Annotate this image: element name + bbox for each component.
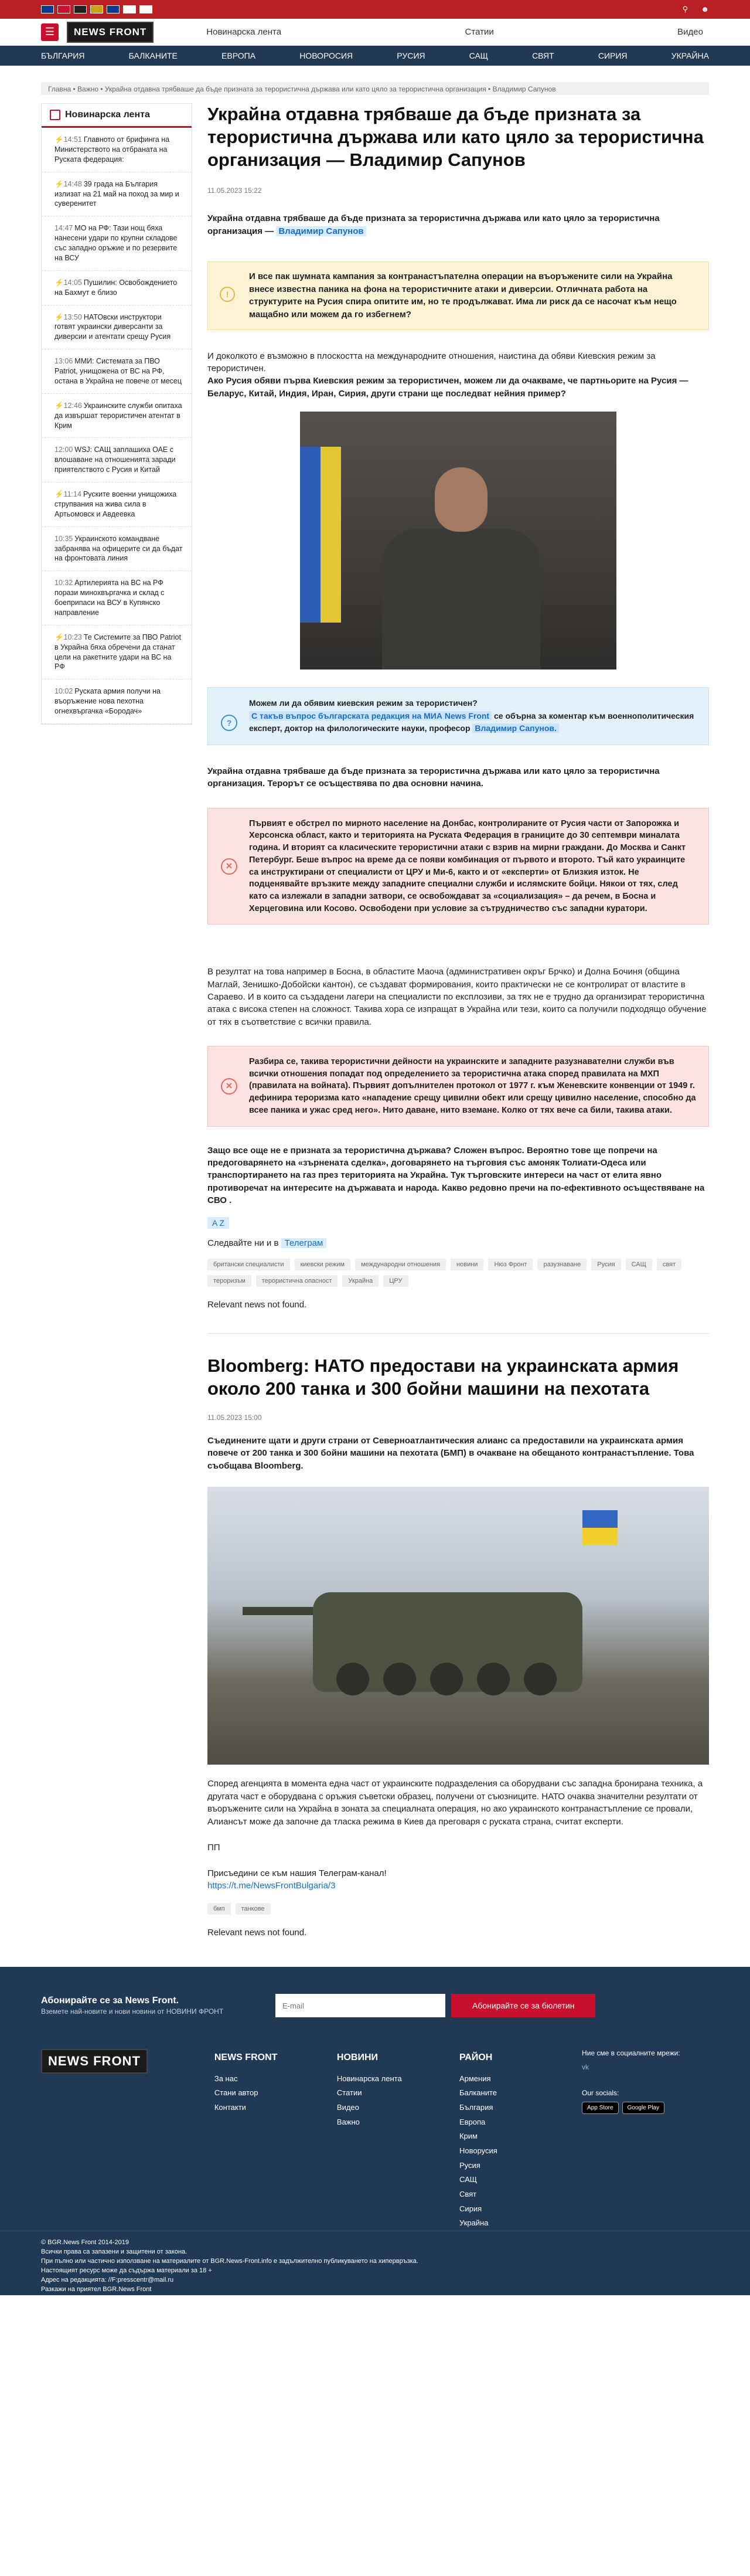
language-flag-icon[interactable] <box>90 5 103 13</box>
sidebar-title: Новинарска лента <box>65 110 150 120</box>
category-item[interactable]: НОВОРОСИЯ <box>299 51 353 60</box>
paragraph: Защо все още не е призната за терористична държава? Сложен въпрос. Вероятно тове ще попречи на предоговарянето на «зърнената сделка», договарянето на търговия със амоняк Толиати-Одеса или транспортирането на газ през територията на Украйна. Тук търговските интереси на част от елита явно противоречат на интересите на държавата и народа. Какво редовно пречи на по-ефективното осъществяване на СВО . <box>207 1145 705 1205</box>
tag[interactable]: британски специалисти <box>207 1259 290 1270</box>
article2-title[interactable]: Bloomberg: НАТО предостави на украинската армия около 200 танка и 300 бойни машини на пехотата <box>207 1355 679 1399</box>
paragraph: Присъедини се към нашия Телеграм-канал! https://t.me/NewsFrontBulgaria/3 <box>207 1868 387 1891</box>
top-bar <box>0 0 750 19</box>
copyright <box>0 2231 750 2295</box>
article-photo <box>300 412 616 670</box>
main-content <box>207 103 709 1938</box>
footer-link[interactable]: Стани автор <box>214 2088 258 2098</box>
tag[interactable]: разузнаване <box>537 1259 587 1270</box>
news-feed-item[interactable]: ⚡13:50 НАТОвски инструктори готвят украински диверсанти за диверсии и атентати срещу Русия <box>42 305 192 350</box>
font-size-toggle[interactable]: A Z <box>207 1217 229 1229</box>
telegram-link[interactable]: Телеграм <box>281 1238 327 1248</box>
footer-link[interactable]: Армения <box>459 2074 491 2083</box>
tag-list <box>207 1259 709 1287</box>
footer-link[interactable]: Видео <box>336 2102 359 2112</box>
telegram-channel-link[interactable]: https://t.me/NewsFrontBulgaria/3 <box>207 1881 336 1891</box>
subscribe-button[interactable]: Абонирайте се за бюлетин <box>451 1994 595 2017</box>
language-flag-icon[interactable] <box>57 5 70 13</box>
news-feed-icon <box>50 110 60 120</box>
language-flag-icon[interactable] <box>74 5 87 13</box>
article2-date: 11.05.2023 15:00 <box>207 1413 262 1422</box>
lightning-icon: ⚡ <box>54 278 64 287</box>
category-item[interactable]: СВЯТ <box>532 51 554 60</box>
news-feed-item[interactable]: ⚡12:46 Украинските служби опитаха да извършат терористичен атентат в Крим <box>42 394 192 439</box>
tag[interactable]: Русия <box>591 1259 621 1270</box>
paragraph: В резултат на това например в Босна, в областите Маоча (административен окръг Брчко) и Долна Бочиня (община Маглай, Зенишко-Добойски кантон), се създават формирования, които практически не се контролират от властите в Сараево. И в които са създадени лагери на специалисти по експлозиви, за тях не е трудно да организират терористична атака с висока степен на сложност. Такива хора се изпращат в Украйна или тези, които са получили подходящо обучение от тях в съответствие с всички правила. <box>207 967 707 1027</box>
tag[interactable]: Украйна <box>342 1275 379 1287</box>
category-item[interactable]: БЪЛГАРИЯ <box>41 51 85 60</box>
copyright-line: © BGR.News Front 2014-2019 <box>41 2239 129 2247</box>
news-feed-item[interactable]: ⚡11:14 Руските военни унищожиха струпвания на жива сила в Артьомовск и Авдеевка <box>42 482 192 527</box>
site-header <box>0 19 750 46</box>
category-item[interactable]: БАЛКАНИТЕ <box>128 51 178 60</box>
news-feed-sidebar <box>41 103 192 725</box>
lightning-icon: ⚡ <box>54 312 64 321</box>
footer-link[interactable]: Крим <box>459 2132 478 2141</box>
category-item[interactable]: УКРАЙНА <box>671 51 709 60</box>
tag[interactable]: танкове <box>236 1903 271 1915</box>
news-feed-item[interactable]: 13:06 ММИ: Системата за ПВО Patriot, унищожена от ВС на РФ, остана в Украйна не повече от месец <box>42 349 192 394</box>
follow-line: Следвайте ни и в Телеграм <box>207 1238 709 1248</box>
footer-link[interactable]: Свят <box>459 2190 477 2198</box>
language-flag-icon[interactable] <box>107 5 120 13</box>
footer-link[interactable]: Новинарска лента <box>336 2074 402 2083</box>
subscribe-title: Абонирайте се за News Front. <box>41 1996 179 2006</box>
lightning-icon: ⚡ <box>54 179 64 188</box>
related-news: Relevant news not found. <box>207 1928 307 1938</box>
vk-icon[interactable]: vk <box>582 2063 589 2072</box>
tag[interactable]: Нюз Фронт <box>488 1259 533 1270</box>
highlight-box: ! И все пак шумната кампания за контранастъпателна операции на въоръжените сили на Украйна внесе известна паника на фона на терористичните атаки и диверсии. Отличната работа на структурите на Русия спира опитите им, но те продължават. Има ли риск да се насочат към нещо мащабно или можем да го избегнем? <box>207 261 709 330</box>
article-title: Украйна отдавна трябваше да бъде призната за терористична държава или като цяло за терористична организация — Владимир Сапунов <box>207 104 704 170</box>
language-flags <box>41 5 152 13</box>
question-box: ? Можем ли да обявим киевския режим за терористичен? С такъв въпрос българската редакция на МИА News Front се обърна за коментар към военнополитическия експерт, доктор на филологическите науки, професор Владимир Сапунов. <box>207 687 709 745</box>
tag[interactable]: ЦРУ <box>383 1275 408 1287</box>
search-icon[interactable]: ⚲ <box>682 5 688 13</box>
footer-link[interactable]: Украйна <box>459 2218 489 2228</box>
category-item[interactable]: ЕВРОПА <box>221 51 256 60</box>
category-item[interactable]: СИРИЯ <box>598 51 628 60</box>
language-flag-icon[interactable] <box>41 5 54 13</box>
news-feed-item[interactable]: 10:32 Артилерията на ВС на РФ порази минохвъргачка и склад с боеприпаси на ВСУ в Купянско направление <box>42 571 192 626</box>
tag[interactable]: новини <box>451 1259 483 1270</box>
footer-link[interactable]: Балканите <box>459 2088 497 2098</box>
lightning-icon: ⚡ <box>54 401 64 410</box>
lightning-icon: ⚡ <box>54 490 64 498</box>
tag[interactable]: терористична опасност <box>256 1275 338 1287</box>
tag[interactable]: тероризъм <box>207 1275 251 1287</box>
footer-link[interactable]: България <box>459 2102 493 2112</box>
category-item[interactable]: РУСИЯ <box>397 51 425 60</box>
copyright-line: Разкажи на приятел BGR.News Front <box>41 2285 152 2293</box>
footer: NEWS FRONT NEWS FRONT За нас Стани автор Контакти НОВИНИ Новинарска лента Статии Видео Важно РАЙОН Армения Балканите България Европа Крим Новорусия Русия САЩ Свят Сирия Украйна Ние сме в социалните мрежи: vk Our socials: App Store Google Play <box>0 2031 750 2231</box>
quote-box: ✕ Първият е обстрел по мирното население на Донбас, контролираните от Русия части от Запорожка и Херсонска област, както и територията на Руската Федерация в границите до 30 септември миналата година. И вторият са класическите терористични атаки с взрив на мирни граждани. До Москва и Санкт Петербург. Беше въпрос на време да се появи комбинация от първото и второто. Тъй като украинците са инструктирани от специалисти от ЦРУ и Ми-6, както и от «експерти» от Близкия изток. Не подценявайте връзките между западните специални служби и ислямските бойци. Някои от тях, след като са излежали в западни затвори, се освобождават за «социализация» – да речем, в Босна и Херцеговина или Косово. Освободени при условие за сътрудничество със западни куратори. <box>207 808 709 925</box>
paragraph: Според агенцията в момента една част от украинските подразделения са оборудвани със западна бронирана техника, а другата част е оборудвана с оръжия съветски образец, получени от съюзниците. НАТО очаква значителни резултати от въоръжените сили на Украйна в зоната за специалната операция, но ако украинското контранастъпление се провали, Алиансът може да започне да тласка режима в Киев да преговаря с руската страна, считат експерти. <box>207 1778 703 1827</box>
article-date: 11.05.2023 15:22 <box>207 186 262 195</box>
author-link[interactable]: Владимир Сапунов <box>276 226 366 236</box>
logo[interactable]: NEWS FRONT <box>67 22 154 43</box>
menu-icon[interactable]: ☰ <box>41 23 59 41</box>
breadcrumb[interactable]: Главна • Важно • Украйна отдавна трябваше да бъде призната за терористична държава или като цяло за терористична организация • Владимир Сапунов <box>41 82 709 95</box>
tag[interactable]: свят <box>657 1259 681 1270</box>
footer-link[interactable]: За нас <box>214 2074 238 2083</box>
category-nav <box>0 46 750 66</box>
question-icon: ? <box>221 715 237 731</box>
nav-articles[interactable]: Статии <box>465 27 494 37</box>
footer-link[interactable]: САЩ <box>459 2175 477 2184</box>
divider <box>207 1333 709 1334</box>
footer-link[interactable]: Сирия <box>459 2204 482 2213</box>
tag[interactable]: САЩ <box>626 1259 652 1270</box>
copyright-line: Всички права са запазени и защитени от закона. <box>41 2248 188 2256</box>
news-feed-item[interactable]: 12:00 WSJ: САЩ заплашиха ОАЕ с влошаване на отношенията заради приятелството с Русия и Китай <box>42 438 192 482</box>
copyright-line: При пълно или частично използване на материалите от BGR.News-Front.info е задължително публикуването на хипервръзка. <box>41 2257 418 2265</box>
footer-link[interactable]: Европа <box>459 2117 486 2126</box>
news-feed-item[interactable]: ⚡14:05 Пушилин: Освобождението на Бахмут е близо <box>42 271 192 305</box>
footer-link[interactable]: Статии <box>336 2088 362 2098</box>
footer-link[interactable]: Контакти <box>214 2102 246 2112</box>
close-circle-icon: ✕ <box>221 1078 237 1095</box>
article2-photo <box>207 1487 709 1765</box>
paragraph: И доколкото е възможно в плоскостта на международните отношения, наистина да обяви Киевския режим за терористичен. Ако Русия обяви първа Киевския режим за терористичен, можем ли да очакваме, че партньорите на Русия — Беларус, Китай, Индия, Иран, Сирия, други страни ще последват нейния пример? <box>207 351 688 399</box>
news-feed-item[interactable]: 10:02 Руската армия получи на въоръжение нова пехотна огнехвъргачка «Бородач» <box>42 679 192 724</box>
nav-video[interactable]: Видео <box>677 27 703 37</box>
tag[interactable]: бмп <box>207 1903 231 1915</box>
footer-link[interactable]: Важно <box>336 2117 360 2126</box>
app-store-badge[interactable]: App Store <box>582 2102 618 2114</box>
email-input[interactable] <box>275 1994 445 2017</box>
article2-lead: Съединените щати и други страни от Северноатлантическия алианс са предоставили на украинската армия повече от 200 танка и 300 бойни машини на пехотата (БМП) в очакване на обещаното контранастъпление. Това съобщава Bloomberg. <box>207 1435 694 1471</box>
info-icon: ! <box>220 287 235 302</box>
article-lead: Украйна отдавна трябваше да бъде призната за терористична държава или като цяло за терористична организация — Владимир Сапунов <box>207 213 660 236</box>
subscribe-bar: Абонирайте се за News Front. Вземете най-новите и нови новини от НОВИНИ ФРОНТ E-mail Абонирайте се за бюлетин <box>0 1967 750 2031</box>
news-feed-item[interactable]: ⚡14:48 39 градa на България излизат на 21 май на поход за мир и суверенитет <box>42 172 192 217</box>
lightning-icon: ⚡ <box>54 135 64 144</box>
user-icon[interactable]: ☻ <box>701 5 709 13</box>
copyright-line: Настоящият ресурс може да съдържа материали за 18 + <box>41 2266 212 2274</box>
footer-link[interactable]: Русия <box>459 2160 480 2170</box>
nav-news-feed[interactable]: Новинарска лента <box>206 27 282 37</box>
footer-logo[interactable]: NEWS FRONT <box>41 2049 148 2074</box>
category-item[interactable]: САЩ <box>469 51 488 60</box>
copyright-line: Адрес на редакцията: //F:presscentr@mail.ru <box>41 2276 174 2283</box>
news-feed-item[interactable]: 10:35 Украинското командване забранява на офицерите си да бъдат на фронтовата линия <box>42 527 192 572</box>
tag[interactable]: международни отношения <box>355 1259 446 1270</box>
expert-link[interactable]: Владимир Сапунов. <box>472 723 559 733</box>
paragraph: ПП <box>207 1842 220 1853</box>
language-flag-icon[interactable] <box>123 5 136 13</box>
related-news: Relevant news not found. <box>207 1300 307 1310</box>
tag-list <box>207 1903 709 1915</box>
language-flag-icon[interactable] <box>139 5 152 13</box>
news-feed-item[interactable]: ⚡10:23 Те Системите за ПВО Patriot в Украйна бяха обречени да станат цели на ракетните удари на ВС на РФ <box>42 626 192 680</box>
news-feed-item[interactable]: ⚡14:51 Главното от брифинга на Министерството на отбраната на Руската федерация: <box>42 128 192 172</box>
tag[interactable]: киевски режим <box>295 1259 351 1270</box>
close-circle-icon: ✕ <box>221 858 237 875</box>
footer-link[interactable]: Новорусия <box>459 2146 497 2155</box>
media-tag[interactable]: С такъв въпрос българската редакция на МИА News Front <box>249 711 492 721</box>
news-feed-item[interactable]: 14:47 МО на РФ: Тази нощ бяха нанесени удари по крупни складове със западно оръжие и по резервите на ВСУ <box>42 216 192 271</box>
quote-box: ✕ Разбира се, такива терористични дейности на украинските и западните разузнавателни служби във всички отношения попадат под определението за терористична атака според правилата на МХП (правилата на войната). Първият допълнителен протокол от 1977 г. към Женевските конвенции от 1949 г. дефинира тероризма като «нападение срещу цивилни обект или срещу цивилно население, способно да всее паника и ужас сред него». Нито даване, нито вземане. Колко от тях вече са били, такива атаки. <box>207 1046 709 1127</box>
lightning-icon: ⚡ <box>54 633 64 641</box>
google-play-badge[interactable]: Google Play <box>622 2102 664 2114</box>
paragraph: Украйна отдавна трябваше да бъде призната за терористична държава или като цяло за терористична организация. Терорът се осъществява по два основни начина. <box>207 766 660 789</box>
